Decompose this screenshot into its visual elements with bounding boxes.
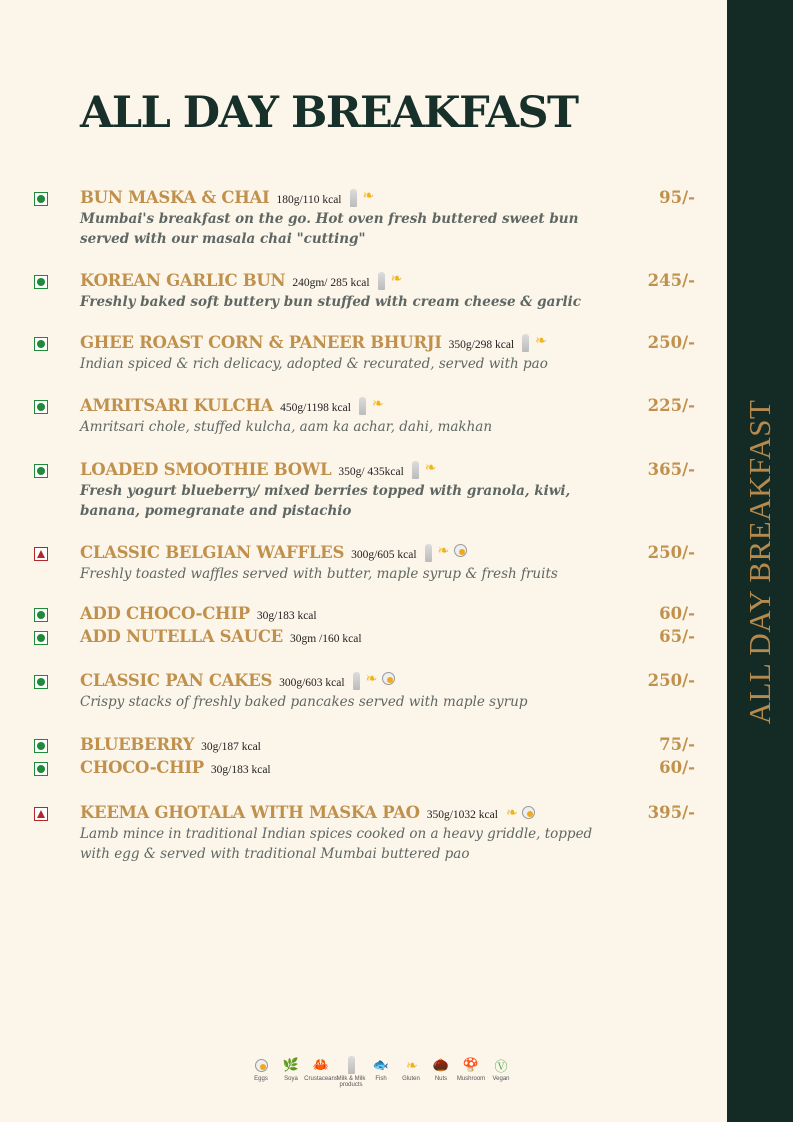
item-calories: 180g/110 kcal <box>276 194 342 206</box>
item-calories: 350g/298 kcal <box>448 339 515 351</box>
item-name: KOREAN GARLIC BUN <box>80 271 286 290</box>
legend-label: Crustaceans <box>304 1076 338 1082</box>
mushroom-icon: 🍄 <box>462 1057 480 1072</box>
nonveg-mark-icon <box>34 807 48 821</box>
veg-mark-icon <box>34 631 48 645</box>
veg-mark-icon <box>34 337 48 351</box>
item-name: BLUEBERRY <box>80 735 195 754</box>
item-price: 65/- <box>659 627 695 646</box>
item-description: Freshly toasted waffles served with butter, maple syrup & fresh fruits <box>80 566 558 582</box>
veg-mark-icon <box>34 675 48 689</box>
egg-icon <box>382 672 395 685</box>
egg-icon <box>255 1059 268 1072</box>
milk-icon <box>359 397 366 415</box>
item-price: 225/- <box>647 396 695 415</box>
item-header <box>80 758 271 777</box>
item-calories: 350g/ 435kcal <box>338 466 404 478</box>
nuts-icon: 🌰 <box>432 1057 450 1072</box>
egg-icon <box>522 806 535 819</box>
item-description: Mumbai's breakfast on the go. Hot oven fresh buttered sweet bun served with our masala chai "cutting" <box>80 211 579 247</box>
gluten-icon: ❧ <box>371 395 384 412</box>
soya-icon: 🌿 <box>282 1057 300 1072</box>
item-name: CLASSIC PAN CAKES <box>80 671 273 690</box>
item-header <box>80 543 467 562</box>
item-description: Indian spiced & rich delicacy, adopted & recurated, served with pao <box>80 356 548 372</box>
item-description: Lamb mince in traditional Indian spices cooked on a heavy griddle, topped with egg & served with traditional Mumbai buttered pao <box>80 826 593 862</box>
item-name: BUN MASKA & CHAI <box>80 188 270 207</box>
item-calories: 300g/603 kcal <box>279 677 345 689</box>
legend-item <box>306 1054 336 1088</box>
item-price: 365/- <box>647 460 695 479</box>
item-header <box>80 627 362 646</box>
allergen-icons <box>353 672 395 690</box>
item-header <box>80 271 401 290</box>
allergen-icons <box>378 272 401 290</box>
item-price: 250/- <box>647 671 695 690</box>
item-price: 250/- <box>647 333 695 352</box>
legend-label: Eggs <box>254 1076 268 1082</box>
item-price: 75/- <box>659 735 695 754</box>
item-name: KEEMA GHOTALA WITH MASKA PAO <box>80 803 420 822</box>
legend-item <box>246 1054 276 1088</box>
milk-icon <box>353 672 360 690</box>
item-header <box>80 604 317 623</box>
item-name: GHEE ROAST CORN & PANEER BHURJI <box>80 333 442 352</box>
gluten-icon: ❧ <box>406 1057 418 1073</box>
item-calories: 30gm /160 kcal <box>289 633 362 645</box>
item-price: 95/- <box>659 188 695 207</box>
item-price: 245/- <box>647 271 695 290</box>
milk-icon <box>412 461 419 479</box>
allergen-icons <box>425 544 467 562</box>
item-name: LOADED SMOOTHIE BOWL <box>80 460 332 479</box>
milk-icon <box>425 544 432 562</box>
legend-label: Fish <box>375 1076 387 1082</box>
item-header <box>80 460 435 479</box>
item-header <box>80 735 261 754</box>
egg-icon <box>454 544 467 557</box>
legend-label: Milk & Milk products <box>336 1076 366 1088</box>
legend-item <box>336 1054 366 1088</box>
item-price: 60/- <box>659 758 695 777</box>
item-header <box>80 333 545 352</box>
gluten-icon: ❧ <box>424 459 437 476</box>
veg-mark-icon <box>34 464 48 478</box>
item-price: 250/- <box>647 543 695 562</box>
legend-label: Vegan <box>492 1076 510 1082</box>
item-description: Fresh yogurt blueberry/ mixed berries topped with granola, kiwi, banana, pomegranate and pistachio <box>80 483 571 519</box>
veg-mark-icon <box>34 739 48 753</box>
gluten-icon: ❧ <box>505 804 518 821</box>
gluten-icon: ❧ <box>365 670 378 687</box>
milk-icon <box>348 1056 355 1074</box>
item-name: CLASSIC BELGIAN WAFFLES <box>80 543 345 562</box>
gluten-icon <box>406 1054 416 1076</box>
item-description: Freshly baked soft buttery bun stuffed with cream cheese & garlic <box>80 294 581 310</box>
legend-item <box>396 1054 426 1088</box>
veg-mark-icon <box>34 608 48 622</box>
item-calories: 30g/183 kcal <box>210 764 271 776</box>
gluten-icon: ❧ <box>437 542 450 559</box>
gluten-icon: ❧ <box>362 187 375 204</box>
item-calories: 300g/605 kcal <box>351 549 417 561</box>
item-name: ADD CHOCO-CHIP <box>80 604 250 623</box>
gluten-icon: ❧ <box>390 270 403 287</box>
egg-icon <box>255 1054 268 1076</box>
legend-label: Mushroom <box>456 1076 486 1082</box>
legend-item <box>456 1054 486 1088</box>
page-title: ALL DAY BREAKFAST <box>80 88 578 138</box>
milk-icon <box>350 189 357 207</box>
milk-icon <box>378 272 385 290</box>
legend-label: Soya <box>284 1076 298 1082</box>
allergen-icons <box>350 189 373 207</box>
crustacean-icon: 🦀 <box>312 1057 330 1072</box>
item-calories: 240gm/ 285 kcal <box>292 277 370 289</box>
veg-mark-icon <box>34 762 48 776</box>
item-description: Crispy stacks of freshly baked pancakes served with maple syrup <box>80 694 528 710</box>
allergen-icons <box>359 397 382 415</box>
item-header <box>80 671 395 690</box>
item-header <box>80 396 382 415</box>
allergen-icons <box>412 461 435 479</box>
item-calories: 30g/187 kcal <box>201 741 261 753</box>
item-description: Amritsari chole, stuffed kulcha, aam ka achar, dahi, makhan <box>80 419 493 435</box>
fish-icon: 🐟 <box>372 1057 390 1072</box>
item-price: 60/- <box>659 604 695 623</box>
veg-mark-icon <box>34 400 48 414</box>
legend-item <box>366 1054 396 1088</box>
item-name: ADD NUTELLA SAUCE <box>80 627 283 646</box>
legend-item <box>276 1054 306 1088</box>
item-calories: 350g/1032 kcal <box>426 809 498 821</box>
nonveg-mark-icon <box>34 547 48 561</box>
item-calories: 30g/183 kcal <box>256 610 317 622</box>
item-calories: 450g/1198 kcal <box>280 402 351 414</box>
allergen-icons <box>522 334 545 352</box>
legend-item <box>486 1054 516 1088</box>
vegan-icon: Ⓥ <box>494 1058 508 1074</box>
milk-icon <box>348 1054 355 1076</box>
item-header <box>80 188 373 207</box>
legend-label: Nuts <box>434 1076 448 1082</box>
allergen-icons <box>506 806 535 820</box>
legend-label: Gluten <box>402 1076 420 1082</box>
allergen-legend <box>246 1054 516 1088</box>
veg-mark-icon <box>34 275 48 289</box>
veg-mark-icon <box>34 192 48 206</box>
sidebar-title: ALL DAY BREAKFAST <box>742 399 777 725</box>
item-name: AMRITSARI KULCHA <box>80 396 274 415</box>
legend-item <box>426 1054 456 1088</box>
item-name: CHOCO-CHIP <box>80 758 204 777</box>
item-price: 395/- <box>647 803 695 822</box>
gluten-icon: ❧ <box>535 332 547 349</box>
milk-icon <box>522 334 529 352</box>
item-header <box>80 803 535 822</box>
